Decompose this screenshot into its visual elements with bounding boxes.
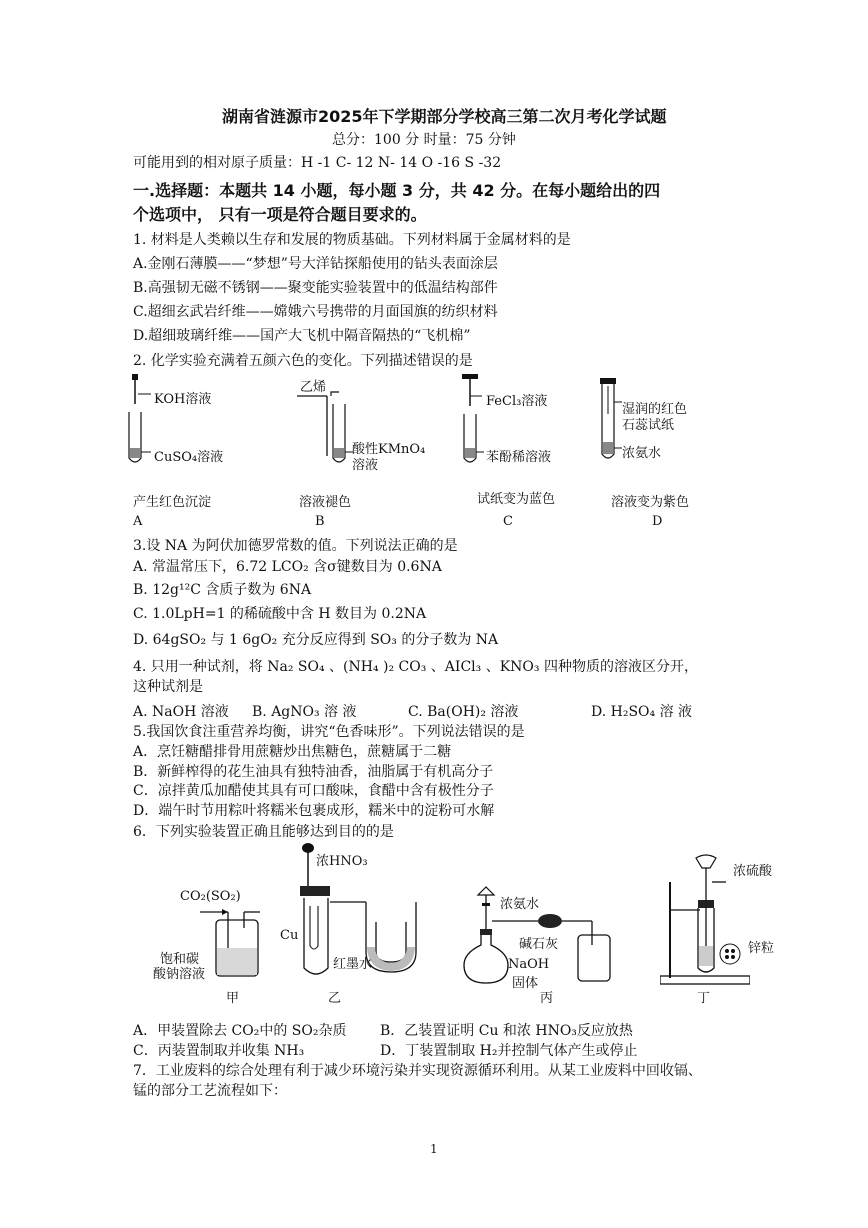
q6-jia-name: 甲 xyxy=(226,991,240,1006)
q4-stem-line1: 4. 只用一种试剂，将 Na₂ SO₄ 、(NH₄ )₂ CO₃ 、AICl₃ 、KNO₃ 四种物质的溶液区分开， xyxy=(133,659,698,675)
q1-option-b: B.高强韧无磁不锈钢——聚变能实验装置中的低温结构部件 xyxy=(133,280,498,296)
q4-option-c: C. Ba(OH)₂ 溶液 xyxy=(408,704,519,720)
q5-option-b: B．新鲜榨得的花生油具有独特油香，油脂属于有机高分子 xyxy=(133,764,494,780)
q2b-result: 溶液褪色 xyxy=(299,495,352,510)
q2c-top-label: FeCl₃溶液 xyxy=(486,394,548,409)
q2a-result: 产生红色沉淀 xyxy=(133,495,212,510)
q6-yi-ink: 红墨水 xyxy=(333,957,373,972)
q2b-bottom-label2: 溶液 xyxy=(352,458,379,473)
q6-jia-solution1: 饱和碳 xyxy=(160,952,200,967)
q2d-result: 溶液变为紫色 xyxy=(611,495,690,510)
section-heading-line1: 一.选择题：本题共 14 小题，每小题 3 分，共 42 分。在每小题给出的四 xyxy=(133,181,661,200)
q6-bing-naoh1: NaOH xyxy=(508,957,550,972)
q7-stem-line1: 7．工业废料的综合处理有利于减少环境污染并实现资源循环利用。从某工业废料中回收镉、 xyxy=(133,1063,702,1079)
q1-option-a: A.金刚石薄膜——“梦想”号大洋钻探船使用的钻头表面涂层 xyxy=(133,256,498,272)
q4-option-b: B. AgNO₃ 溶 液 xyxy=(252,704,357,720)
q3-option-c: C. 1.0LpH=1 的稀硫酸中含 H 数目为 0.2NA xyxy=(133,606,427,622)
q7-stem-line2: 锰的部分工艺流程如下： xyxy=(133,1083,287,1099)
q6-stem: 6．下列实验装置正确且能够达到目的的是 xyxy=(133,824,394,840)
q5-option-a: A．烹饪糖醋排骨用蔗糖炒出焦糖色，蔗糖属于二糖 xyxy=(133,744,452,760)
q6-yi-name: 乙 xyxy=(328,991,342,1006)
page-number: 1 xyxy=(430,1142,438,1156)
q2d-bottom-label: 浓氨水 xyxy=(622,446,662,461)
q4-stem-line2: 这种试剂是 xyxy=(133,679,203,695)
q6-bing-lime: 碱石灰 xyxy=(519,937,559,952)
q2c-bottom-label: 苯酚稀溶液 xyxy=(486,450,552,465)
q6-apparatus-jia xyxy=(200,898,270,983)
q6-option-d: D．丁装置制取 H₂并控制气体产生或停止 xyxy=(380,1043,638,1059)
q2b-gas-label: 乙烯 xyxy=(300,380,327,395)
q6-yi-metal: Cu xyxy=(280,928,299,943)
q3-option-d: D. 64gSO₂ 与 1 6gO₂ 充分反应得到 SO₃ 的分子数为 NA xyxy=(133,632,499,648)
q6-bing-ammonia: 浓氨水 xyxy=(500,897,540,912)
section-heading-line2: 个选项中， 只有一项是符合题目要求的。 xyxy=(133,205,427,224)
q2a-top-label: KOH溶液 xyxy=(154,392,212,407)
q1-option-d: D.超细玻璃纤维——国产大飞机中隔音隔热的“飞机棉” xyxy=(133,328,471,344)
q6-bing-name: 丙 xyxy=(540,991,554,1006)
q2a-letter: A xyxy=(133,514,143,529)
q6-yi-acid: 浓HNO₃ xyxy=(316,854,368,869)
q4-option-a: A. NaOH 溶液 xyxy=(133,704,229,720)
q2b-bottom-label1: 酸性KMnO₄ xyxy=(352,442,426,457)
q6-option-b: B．乙装置证明 Cu 和浓 HNO₃反应放热 xyxy=(380,1023,633,1039)
q2a-bottom-label: CuSO₄溶液 xyxy=(154,450,224,465)
q2b-letter: B xyxy=(315,514,325,529)
q2d-top-label1: 湿润的红色 xyxy=(622,402,688,417)
q2d-letter: D xyxy=(652,514,663,529)
q2d-top-label2: 石蕊试纸 xyxy=(622,418,675,433)
atomic-masses: 可能用到的相对原子质量：H -1 C- 12 N- 14 O -16 S -32 xyxy=(133,155,502,171)
exam-meta: 总分：100 分 时量：75 分钟 xyxy=(332,132,516,148)
q6-jia-solution2: 酸钠溶液 xyxy=(153,967,206,982)
q3-option-a: A. 常温常压下，6.72 LCO₂ 含σ键数目为 0.6NA xyxy=(133,559,442,575)
q6-ding-name: 丁 xyxy=(697,991,711,1006)
q3-stem: 3.设 NA 为阿伏加德罗常数的值。下列说法正确的是 xyxy=(133,538,458,554)
q2c-result: 试纸变为蓝色 xyxy=(477,492,556,507)
q5-option-d: D．端午时节用粽叶将糯米包裹成形，糯米中的淀粉可水解 xyxy=(133,803,495,819)
q5-stem: 5.我国饮食注重营养均衡，讲究“色香味形”。下列说法错误的是 xyxy=(133,724,525,740)
q3-option-b: B. 12g¹²C 含质子数为 6NA xyxy=(133,582,312,598)
q4-option-d: D. H₂SO₄ 溶 液 xyxy=(591,704,693,720)
q6-ding-zinc: 锌粒 xyxy=(748,941,775,956)
exam-title: 湖南省涟源市2025年下学期部分学校高三第二次月考化学试题 xyxy=(222,107,667,126)
q1-stem: 1. 材料是人类赖以生存和发展的物质基础。下列材料属于金属材料的是 xyxy=(133,232,571,248)
q5-option-c: C．凉拌黄瓜加醋使其具有可口酸味，食醋中含有极性分子 xyxy=(133,783,494,799)
q2-stem: 2. 化学实验充满着五颜六色的变化。下列描述错误的是 xyxy=(133,353,473,369)
q2c-letter: C xyxy=(503,514,513,529)
q6-option-c: C．丙装置制取并收集 NH₃ xyxy=(133,1043,305,1059)
q6-option-a: A．甲装置除去 CO₂中的 SO₂杂质 xyxy=(133,1023,347,1039)
q6-ding-acid: 浓硫酸 xyxy=(733,864,773,879)
q6-jia-gas: CO₂(SO₂) xyxy=(180,889,241,904)
q6-bing-naoh2: 固体 xyxy=(512,976,539,991)
q1-option-c: C.超细玄武岩纤维——嫦娥六号携带的月面国旗的纺织材料 xyxy=(133,304,498,320)
